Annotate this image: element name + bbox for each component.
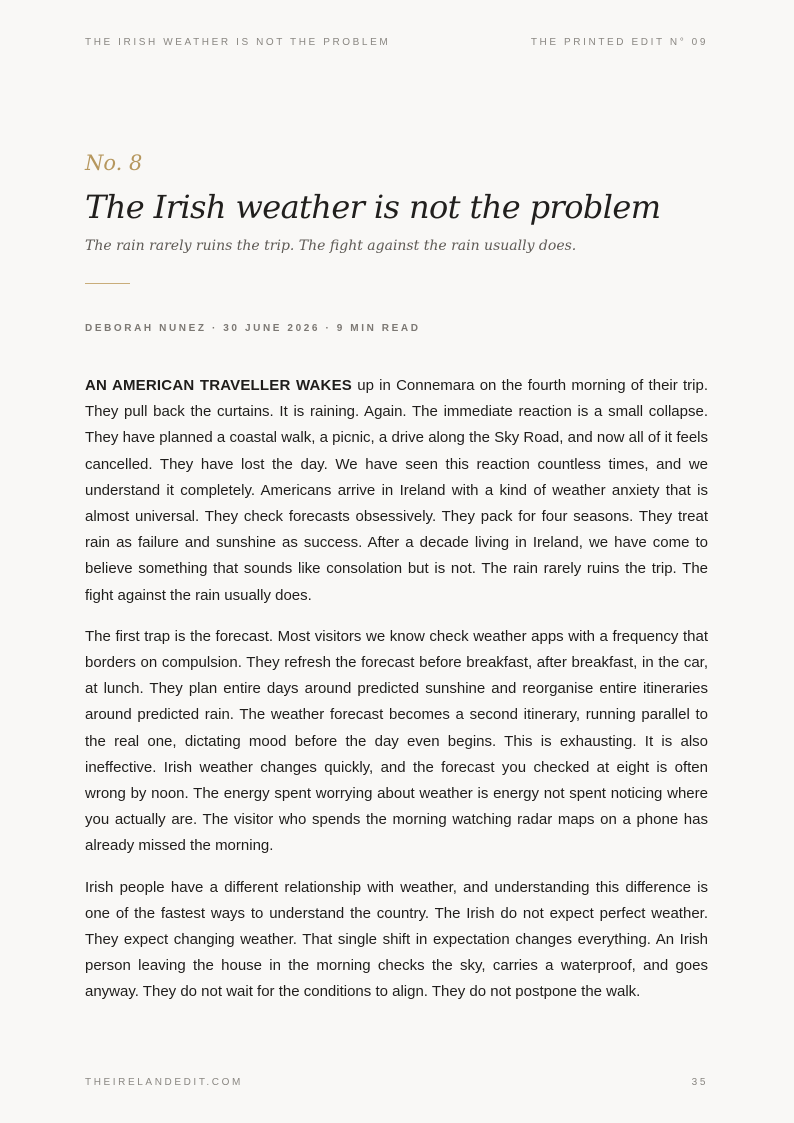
running-head-issue: THE PRINTED EDIT N° 09 [530, 37, 708, 48]
title-divider [85, 283, 130, 284]
paragraph-2: The first trap is the forecast. Most visitors we know check weather apps with a frequency that borders on compulsion. They refresh the forecast before breakfast, after breakfast, in the car, at lunch. They plan entire days around predicted sunshine and reorganise entire itineraries around predicted rain. The weather forecast becomes a second itinerary, running parallel to the real one, dictating mood before the day even begins. This is exhausting. It is also ineffective. Irish weather changes quickly, and the forecast you checked at eight is often wrong by noon. The energy spent worrying about weather is energy not spent noticing where you actually are. The visitor who spends the morning watching radar maps on a phone has already missed the morning. [85, 627, 708, 855]
byline: DEBORAH NUNEZ · 30 JUNE 2026 · 9 MIN READ [85, 323, 421, 334]
article-subtitle: The rain rarely ruins the trip. The fight against the rain usually does. [85, 238, 577, 254]
paragraph-3: Irish people have a different relationship with weather, and understanding this difference is one of the fastest ways to understand the country. The Irish do not expect perfect weather. They expect changing weather. That single shift in expectation changes everything. An Irish person leaving the house in the morning checks the sky, carries a waterproof, and goes anyway. They do not wait for the conditions to align. They do not postpone the walk. [85, 878, 708, 1001]
paragraph-1-text: up in Connemara on the fourth morning of their trip. They pull back the curtains. It is raining. Again. The immediate reaction is a small collapse. They have planned a coastal walk, a picnic, a drive along the Sky Road, and now all of it feels cancelled. They have lost the day. We have seen this reaction countless times, and we understand it completely. Americans arrive in Ireland with a kind of weather anxiety that is almost universal. They check forecasts obsessively. They pack for four seasons. They treat rain as failure and sunshine as success. After a decade living in Ireland, we have come to believe something that sounds like consolation but is not. The rain rarely ruins the trip. The fight against the rain usually does. [85, 377, 708, 604]
running-header [85, 37, 708, 48]
page-number: 35 [691, 1077, 708, 1088]
lead-in: AN AMERICAN TRAVELLER WAKES [85, 377, 352, 394]
running-head-title: THE IRISH WEATHER IS NOT THE PROBLEM [85, 37, 391, 48]
article-title: The Irish weather is not the problem [85, 188, 661, 226]
article-number: No. 8 [85, 151, 143, 175]
page-footer [85, 1077, 708, 1088]
article-body [85, 373, 708, 1021]
paragraph-1 [85, 373, 708, 609]
footer-site: THEIRELANDEDIT.COM [85, 1077, 243, 1088]
